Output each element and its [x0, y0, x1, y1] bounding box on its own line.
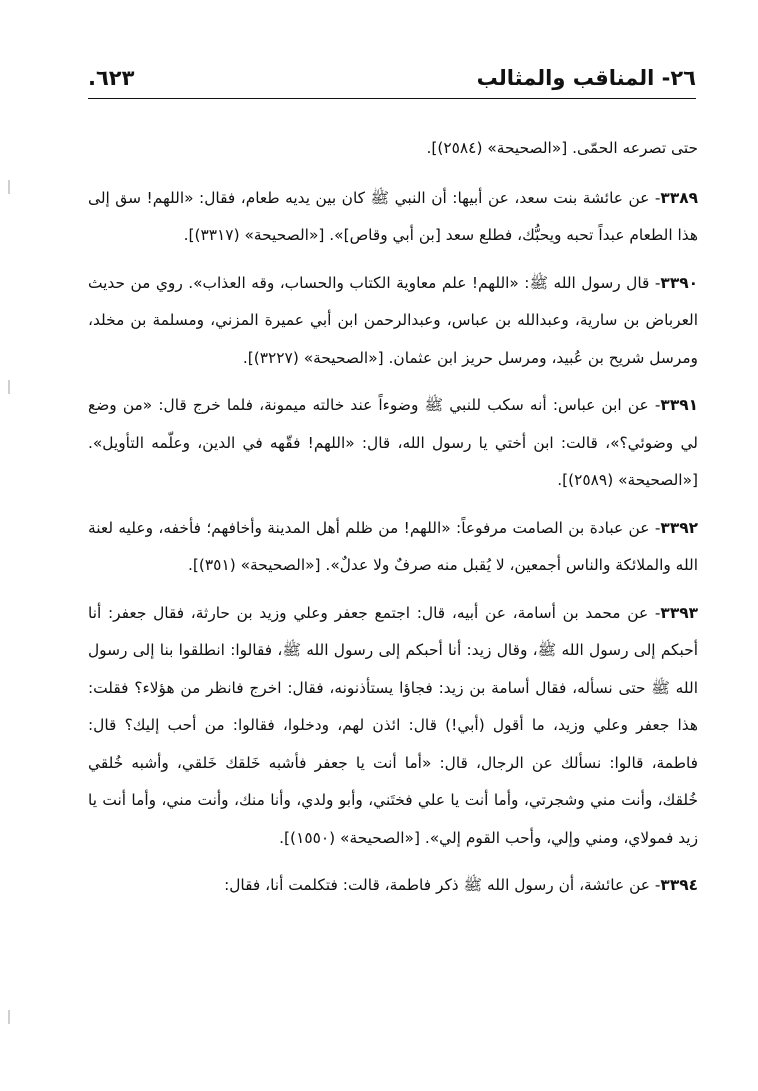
hadith-number: ٣٣٩٢ [660, 518, 698, 537]
paragraph-text: - عن عبادة بن الصامت مرفوعاً: «اللهم! من ظلم أهل المدينة وأخافهم؛ فأخفه، وعليه لعنة الله والملائكة والناس أجمعين، لا يُقبل منه صرفٌ ولا عدلٌ». [«الصحيحة» (٣٥١)]. [88, 518, 698, 574]
hadith-3391 [88, 387, 698, 500]
hadith-3392 [88, 510, 698, 585]
paragraph-text: حتى تصرعه الحمّى. [«الصحيحة» (٢٥٨٤)]. [426, 139, 698, 157]
hadith-number: ٣٣٩٠ [660, 273, 698, 292]
hadith-number: ٣٣٩٣ [660, 603, 698, 622]
paragraph-text: - قال رسول الله ﷺ: «اللهم! علم معاوية الكتاب والحساب، وقه العذاب». روي من حديث العرباض بن سارية، وعبدالله بن عباس، وعبدالرحمن ابن أبي عميرة المزني، ومسلمة بن مخلد، ومرسل شريح بن عُبيد، ومرسل حريز ابن عثمان. [«الصحيحة» (٣٢٢٧)]. [88, 273, 698, 367]
hadith-3393 [88, 595, 698, 858]
hadith-number: ٣٣٩٤ [660, 876, 698, 894]
scan-margin-mark [8, 180, 10, 194]
hadith-3389 [88, 180, 698, 255]
hadith-3394 [88, 867, 698, 905]
chapter-title: ٢٦- المناقب والمثالب [476, 66, 696, 90]
hadith-number: ٣٣٩١ [660, 396, 698, 414]
scan-margin-mark [8, 380, 10, 394]
paragraph-text: - عن محمد بن أسامة، عن أبيه، قال: اجتمع جعفر وعلي وزيد بن حارثة، فقال جعفر: أنا أحبكم إلى رسول الله ﷺ، وقال زيد: أنا أحبكم إلى رسول الله ﷺ، فقالوا: انطلقوا بنا إلى رسول الله ﷺ حتى نسأله، فقال أسامة بن زيد: فجاؤا يستأذنونه، فقال: اخرج فانظر من هؤلاء؟ فقلت: هذا جعفر وعلي وزيد، ما أقول (أبي!) قال: ائذن لهم، ودخلوا، فقالوا: من أحب إليك؟ قال: فاطمة، قالوا: نسألك عن الرجال، قال: «أما أنت يا جعفر فأشبه خَلقك خَلقي، وأشبه خُلقي خُلقك، وأنت مني وشجرتي، وأما أنت يا علي فختَني، وأبو ولدي، وأنا منك، وأنت مني، وأما أنت يا زيد فمولاي، ومني وإلي، وأحب القوم إلي». [«الصحيحة» (١٥٥٠)]. [88, 603, 698, 847]
paragraph-text: - عن عائشة بنت سعد، عن أبيها: أن النبي ﷺ كان بين يديه طعام، فقال: «اللهم! سق إلى هذا الطعام عبداً تحبه ويحبُّك، فطلع سعد [بن أبي وقاص]». [«الصحيحة» (٣٣١٧)]. [88, 188, 698, 244]
hadith-number: ٣٣٨٩ [660, 188, 698, 207]
hadith-3390 [88, 265, 698, 378]
paragraph-text: - عن عائشة، أن رسول الله ﷺ ذكر فاطمة، قالت: فتكلمت أنا، فقال: [224, 876, 661, 894]
page-header [88, 60, 696, 99]
page-number: ٦٢٣. [88, 66, 135, 90]
page-body [88, 130, 698, 915]
scan-margin-mark [8, 1010, 10, 1024]
hadith-continuation [88, 130, 698, 168]
paragraph-text: - عن ابن عباس: أنه سكب للنبي ﷺ وضوءاً عند خالته ميمونة، فلما خرج قال: «من وضع لي وضوئي؟»، قالت: ابن أختي يا رسول الله، قال: «اللهم! فقّهه في الدين، وعلّمه التأويل». [«الصحيحة» (٢٥٨٩)]. [88, 396, 698, 489]
